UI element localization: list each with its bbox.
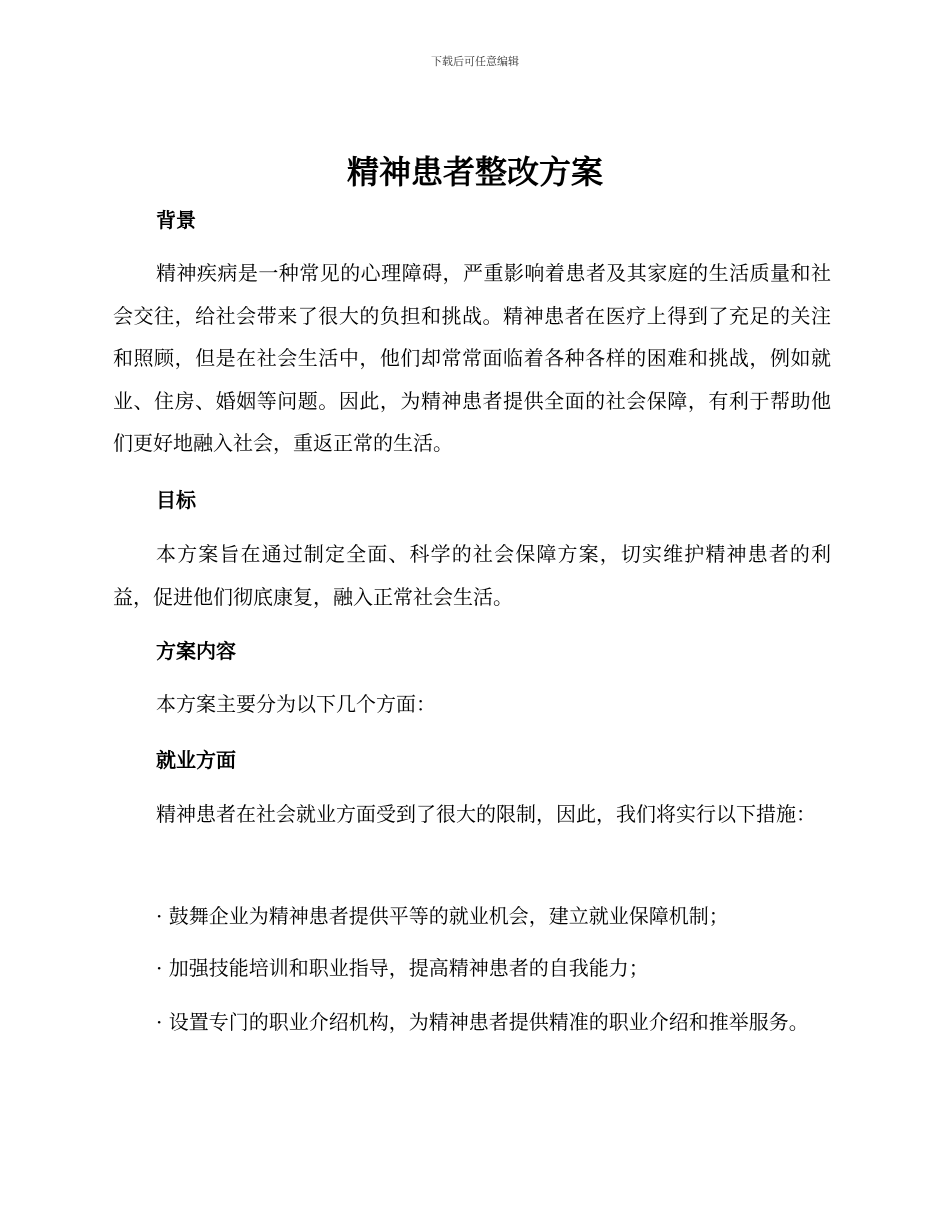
paragraph-background: 精神疾病是一种常见的心理障碍，严重影响着患者及其家庭的生活质量和社会交往，给社会带来了很大的负担和挑战。精神患者在医疗上得到了充足的关注和照顾，但是在社会生活中，他们却常常面临着各种各样的困难和挑战，例如就业、住房、婚姻等问题。因此，为精神患者提供全面的社会保障，有利于帮助他们更好地融入社会，重返正常的生活。 [113, 261, 831, 455]
section-heading-content: 方案内容 [156, 639, 236, 663]
paragraph-content: 本方案主要分为以下几个方面： [156, 692, 436, 716]
paragraph-goal: 本方案旨在通过制定全面、科学的社会保障方案，切实维护精神患者的利益，促进他们彻底康复，融入正常社会生活。 [113, 542, 831, 609]
document-title: 精神患者整改方案 [346, 153, 603, 191]
page-header-note: 下载后可任意编辑 [431, 55, 519, 68]
section-heading-employment: 就业方面 [156, 748, 236, 772]
paragraph-employment: 精神患者在社会就业方面受到了很大的限制，因此，我们将实行以下措施： [156, 802, 816, 826]
section-heading-background: 背景 [156, 208, 196, 232]
section-heading-goal: 目标 [156, 488, 196, 512]
list-item: · 设置专门的职业介绍机构，为精神患者提供精准的职业介绍和推举服务。 [156, 1010, 809, 1034]
list-item: · 鼓舞企业为精神患者提供平等的就业机会，建立就业保障机制； [156, 904, 729, 928]
list-item: · 加强技能培训和职业指导，提高精神患者的自我能力； [156, 956, 649, 980]
